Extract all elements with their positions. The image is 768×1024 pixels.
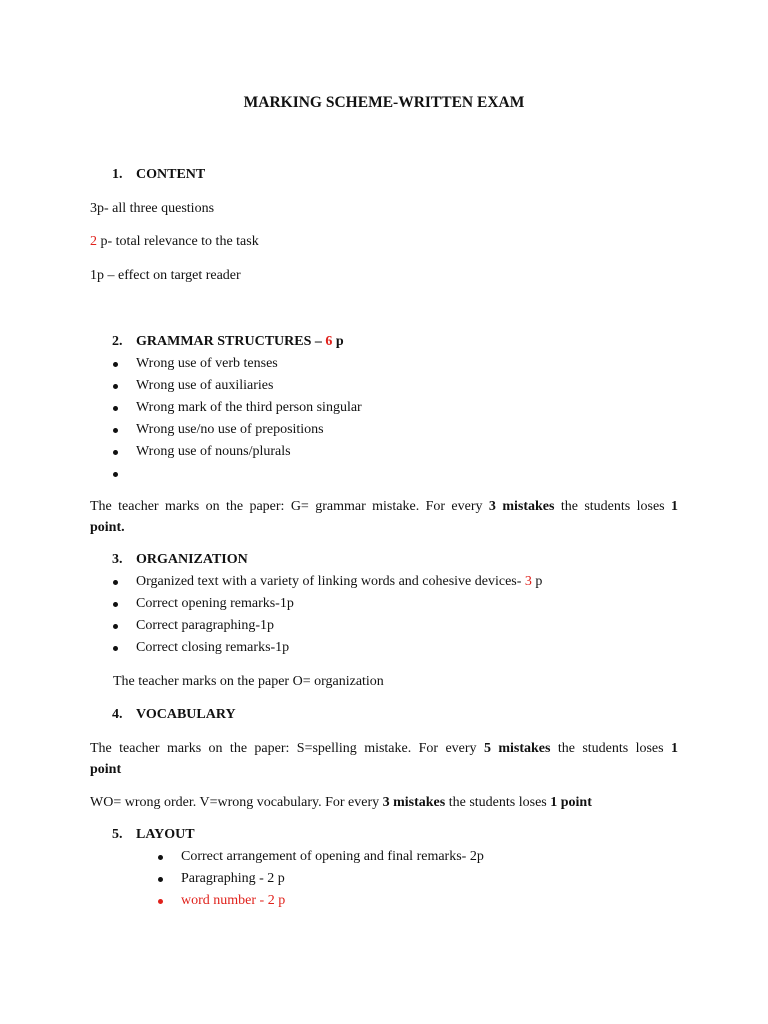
- note-emphasis: 3 mistakes: [382, 795, 446, 810]
- note-emphasis: 1 point: [550, 795, 592, 810]
- organization-red-points: 3: [524, 574, 532, 589]
- bullet-icon: [113, 406, 118, 411]
- layout-bullet-3: word number - 2 p: [181, 893, 286, 908]
- section-heading-vocabulary: [112, 706, 236, 724]
- section-title: VOCABULARY: [136, 707, 236, 722]
- section-number: 3.: [112, 552, 123, 567]
- bullet-icon: [158, 855, 163, 860]
- layout-bullet-1: Correct arrangement of opening and final remarks- 2p: [181, 849, 484, 864]
- bullet-text: Organized text with a variety of linking words and cohesive devices-: [136, 574, 525, 589]
- note-text: the students loses: [445, 795, 551, 810]
- section-title-suffix: p: [332, 334, 344, 349]
- note-text: the students loses: [550, 741, 671, 756]
- section-heading-layout: [112, 826, 195, 844]
- grammar-note-line-2: [90, 519, 125, 537]
- section-heading-organization: [112, 551, 248, 569]
- vocabulary-note-2: [90, 794, 592, 812]
- grammar-bullet-5: Wrong use of nouns/plurals: [136, 444, 291, 459]
- grammar-note-line-1: [90, 498, 678, 516]
- bullet-icon: [113, 450, 118, 455]
- note-text: The teacher marks on the paper: G= grammar mistake. For every: [90, 499, 489, 514]
- content-line-text: 1p – effect on target reader: [90, 268, 241, 283]
- note-emphasis: point.: [90, 520, 125, 535]
- bullet-icon: [113, 602, 118, 607]
- section-title: GRAMMAR STRUCTURES –: [136, 334, 326, 349]
- grammar-red-points: 6: [325, 334, 333, 349]
- content-line-text: 3p- all three questions: [90, 201, 215, 216]
- content-line-text: p- total relevance to the task: [97, 234, 259, 249]
- bullet-icon: [113, 384, 118, 389]
- content-line-2: [90, 233, 259, 251]
- layout-bullet-2: Paragraphing - 2 p: [181, 871, 285, 886]
- section-title: CONTENT: [136, 167, 206, 182]
- content-line-3: [90, 267, 241, 285]
- section-heading-grammar: [112, 333, 344, 351]
- bullet-icon: [113, 472, 118, 477]
- bullet-icon: [113, 580, 118, 585]
- bullet-icon: [113, 646, 118, 651]
- organization-bullet-1: [136, 573, 542, 591]
- page-title: MARKING SCHEME-WRITTEN EXAM: [243, 94, 525, 111]
- grammar-bullet-3: Wrong mark of the third person singular: [136, 400, 362, 415]
- bullet-text-suffix: p: [531, 574, 543, 589]
- content-line-1: [90, 200, 214, 218]
- grammar-bullet-2: Wrong use of auxiliaries: [136, 378, 274, 393]
- bullet-icon: [113, 362, 118, 367]
- note-emphasis: 5 mistakes: [483, 741, 551, 756]
- bullet-icon: [113, 428, 118, 433]
- vocabulary-note-1-line-2: [90, 761, 121, 779]
- note-emphasis: point: [90, 762, 122, 777]
- bullet-icon: [113, 624, 118, 629]
- note-text: The teacher marks on the paper: S=spelling mistake. For every: [90, 741, 484, 756]
- section-number: 4.: [112, 707, 123, 722]
- bullet-icon: [158, 877, 163, 882]
- note-emphasis: 1: [671, 499, 679, 514]
- section-title: LAYOUT: [136, 827, 195, 842]
- section-number: 1.: [112, 167, 123, 182]
- note-text: WO= wrong order. V=wrong vocabulary. For every: [90, 795, 383, 810]
- organization-bullet-4: Correct closing remarks-1p: [136, 640, 290, 655]
- note-emphasis: 1: [670, 741, 678, 756]
- organization-bullet-3: Correct paragraphing-1p: [136, 618, 274, 633]
- section-heading-content: [112, 166, 205, 184]
- grammar-bullet-1: Wrong use of verb tenses: [136, 356, 278, 371]
- note-text: the students loses: [554, 499, 672, 514]
- section-number: 5.: [112, 827, 123, 842]
- organization-bullet-2: Correct opening remarks-1p: [136, 596, 294, 611]
- section-number: 2.: [112, 334, 123, 349]
- bullet-icon: [158, 899, 163, 904]
- note-emphasis: 3 mistakes: [488, 499, 555, 514]
- grammar-bullet-4: Wrong use/no use of prepositions: [136, 422, 324, 437]
- organization-note: The teacher marks on the paper O= organization: [113, 674, 384, 689]
- vocabulary-note-1-line-1: [90, 740, 678, 758]
- content-red-points: 2: [90, 234, 97, 249]
- section-title: ORGANIZATION: [136, 552, 248, 567]
